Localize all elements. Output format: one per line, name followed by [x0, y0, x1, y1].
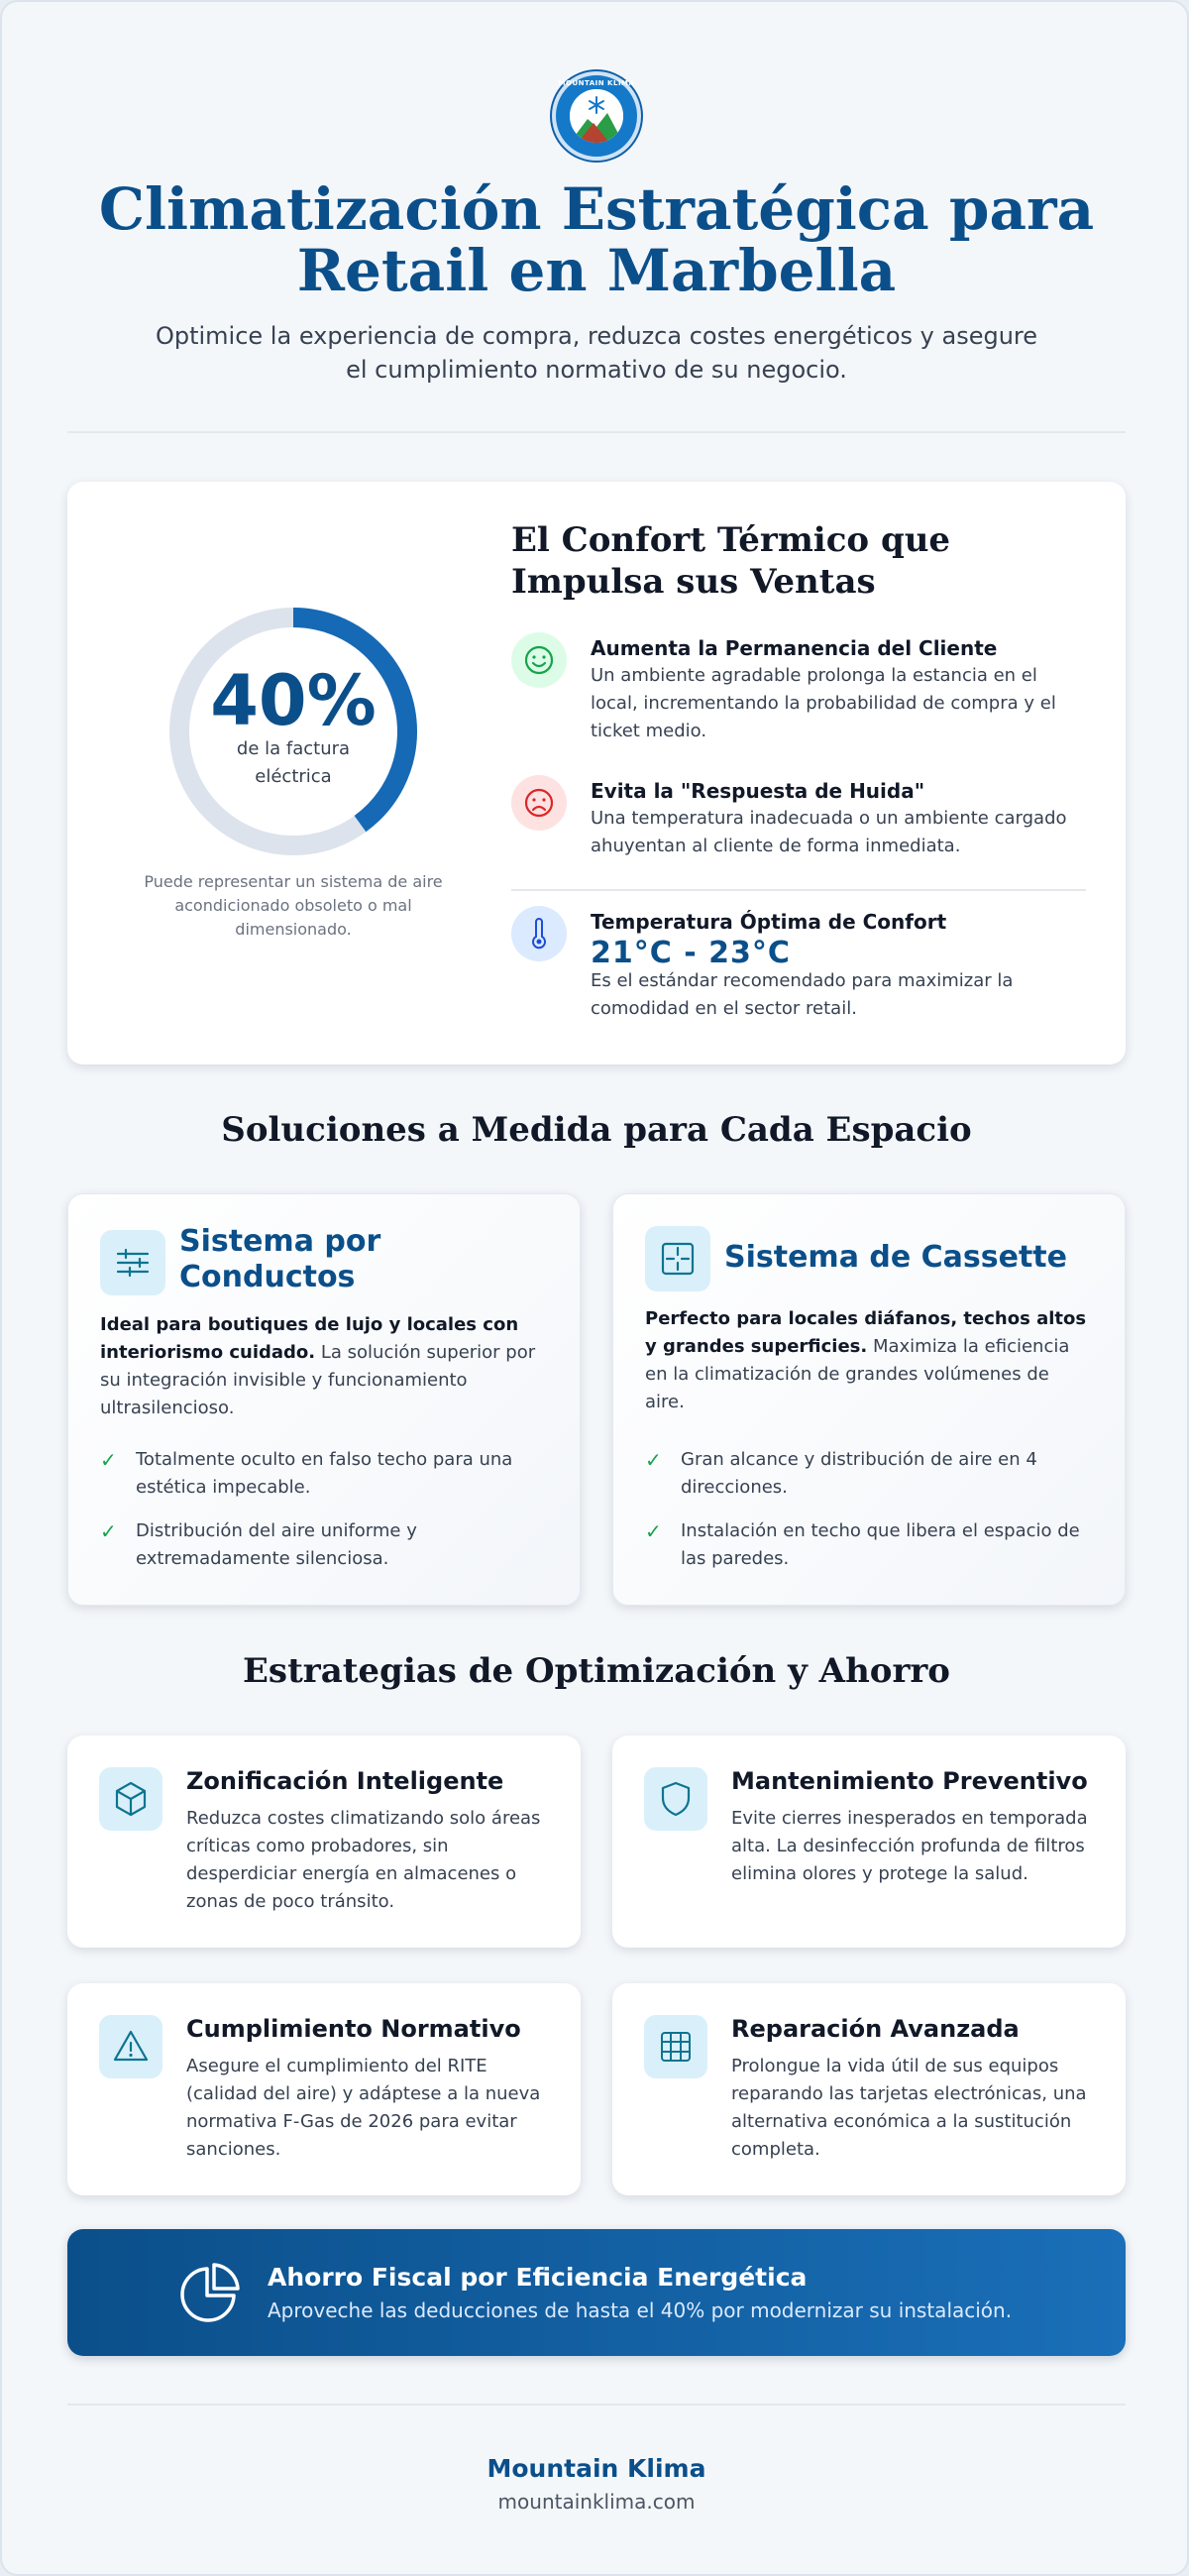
solution-highlight: Perfecto para locales diáfanos, techos altos — [645, 1308, 1087, 1329]
solution-desc-text: en la climatización de grandes volúmenes de — [645, 1364, 1049, 1385]
footer-url[interactable]: mountainklima.com — [497, 2490, 696, 2514]
divider — [67, 2404, 1126, 2406]
smile-icon — [511, 632, 567, 688]
page-title-line: Climatización Estratégica para — [98, 175, 1095, 243]
stat-note — [135, 870, 452, 942]
temperature-value: 21°C - 23°C — [591, 936, 791, 970]
strategy-card — [67, 1983, 581, 2195]
solution-card-cassette — [612, 1193, 1126, 1606]
warning-icon — [99, 2015, 162, 2078]
subtitle-line: Optimice la experiencia de compra, reduzca costes energéticos y asegure — [155, 322, 1038, 350]
strategy-description — [731, 2053, 1098, 2164]
point-text-line: ticket medio. — [591, 721, 707, 741]
strategy-description — [186, 1805, 553, 1916]
stat-note-line: Puede representar un sistema de aire — [144, 872, 443, 891]
feature-text — [681, 1446, 1107, 1502]
comfort-point — [511, 775, 1086, 864]
cube-icon — [99, 1767, 162, 1831]
logo-emblem — [570, 89, 623, 143]
strategy-desc-line: Reduzca costes climatizando solo áreas — [186, 1808, 541, 1829]
mountain-snowflake-icon — [570, 89, 623, 143]
comfort-point — [511, 906, 1086, 1025]
solution-title: Sistema de Cassette — [724, 1240, 1067, 1275]
feature-text — [136, 1446, 562, 1502]
point-heading: Evita la "Respuesta de Huida" — [591, 779, 925, 803]
feature-text-line: Distribución del aire uniforme y — [136, 1520, 417, 1541]
frown-icon — [511, 775, 567, 831]
ducts-icon — [100, 1230, 165, 1295]
solution-desc-text: su integración invisible y funcionamiento — [100, 1370, 468, 1391]
feature-check-item — [645, 1446, 1101, 1506]
logo-text: MOUNTAIN KLIMA — [558, 79, 635, 87]
solution-highlight: y grandes superficies. — [645, 1336, 868, 1357]
strategy-card — [67, 1736, 581, 1948]
feature-text-line: direcciones. — [681, 1477, 788, 1498]
solution-title-line: Sistema por — [179, 1224, 381, 1259]
strategy-desc-line: zonas de poco tránsito. — [186, 1891, 395, 1912]
strategy-card — [612, 1736, 1126, 1948]
strategy-desc-line: normativa F-Gas de 2026 para evitar — [186, 2111, 517, 2132]
strategy-title: Cumplimiento Normativo — [186, 2015, 521, 2043]
check-icon: ✓ — [645, 1448, 662, 1472]
solution-title — [179, 1224, 380, 1295]
strategies-title: Estrategias de Optimización y Ahorro — [243, 1651, 950, 1691]
stat-note-line: acondicionado obsoleto o mal — [174, 896, 412, 915]
check-icon: ✓ — [100, 1448, 117, 1472]
shield-icon — [644, 1767, 707, 1831]
strategy-desc-line: Asegure el cumplimiento del RITE — [186, 2056, 487, 2076]
strategy-desc-line: alta. La desinfección profunda de filtros — [731, 1836, 1085, 1856]
banner-text: Aproveche las deducciones de hasta el 40% por modernizar su instalación. — [268, 2298, 1013, 2322]
solutions-title: Soluciones a Medida para Cada Espacio — [221, 1110, 972, 1150]
tax-savings-banner — [67, 2229, 1126, 2356]
page-title-line: Retail en Marbella — [296, 237, 897, 304]
footer-brand: Mountain Klima — [486, 2454, 706, 2483]
feature-check-item — [100, 1446, 556, 1506]
page-subtitle — [141, 319, 1052, 387]
feature-text-line: las paredes. — [681, 1548, 790, 1569]
strategy-desc-line: alternativa económica a la sustitución — [731, 2111, 1072, 2132]
divider — [511, 889, 1086, 891]
solution-description — [645, 1305, 1091, 1416]
point-text-line: Una temperatura inadecuada o un ambiente cargado — [591, 808, 1067, 829]
point-text-line: Un ambiente agradable prolonga la estancia en el — [591, 665, 1037, 686]
stat-value: 40% — [210, 660, 377, 741]
point-text — [591, 967, 1086, 1023]
solution-desc-text: La solución superior por — [315, 1342, 536, 1363]
pie-chart-icon — [178, 2261, 242, 2324]
stat-caption-line: de la factura — [236, 738, 351, 759]
point-heading: Temperatura Óptima de Confort — [591, 910, 947, 934]
point-text — [591, 805, 1086, 860]
comfort-title-line: Impulsa sus Ventas — [511, 562, 876, 602]
comfort-title-line: El Confort Térmico que — [511, 520, 951, 560]
comfort-point — [511, 632, 1086, 741]
strategy-desc-line: elimina olores y protege la salud. — [731, 1863, 1028, 1884]
solution-card-ducts — [67, 1193, 581, 1606]
banner-title: Ahorro Fiscal por Eficiencia Energética — [268, 2263, 808, 2292]
strategy-title: Mantenimiento Preventivo — [731, 1767, 1088, 1795]
solution-desc-text: ultrasilencioso. — [100, 1398, 235, 1418]
feature-text — [136, 1517, 562, 1573]
feature-check-item — [645, 1517, 1101, 1577]
strategy-desc-line: críticas como probadores, sin — [186, 1836, 449, 1856]
point-text-line: comodidad en el sector retail. — [591, 998, 857, 1019]
feature-text — [681, 1517, 1107, 1573]
page-title — [61, 175, 1132, 304]
point-text-line: local, incrementando la probabilidad de compra y el — [591, 693, 1056, 714]
strategy-card — [612, 1983, 1126, 2195]
strategy-desc-line: reparando las tarjetas electrónicas, una — [731, 2083, 1087, 2104]
solution-desc-text: aire. — [645, 1392, 685, 1412]
thermometer-icon — [511, 906, 567, 961]
feature-check-item — [100, 1517, 556, 1577]
feature-text-line: Totalmente oculto en falso techo para una — [136, 1449, 513, 1470]
point-text — [591, 662, 1086, 745]
point-heading: Aumenta la Permanencia del Cliente — [591, 636, 998, 660]
feature-text-line: Gran alcance y distribución de aire en 4 — [681, 1449, 1037, 1470]
solution-description — [100, 1311, 546, 1422]
strategy-desc-line: sanciones. — [186, 2139, 281, 2160]
subtitle-line: el cumplimiento normativo de su negocio. — [346, 356, 847, 384]
comfort-title — [511, 519, 1066, 603]
strategy-desc-line: desperdiciar energía en almacenes o — [186, 1863, 517, 1884]
chip-icon — [644, 2015, 707, 2078]
stat-caption — [166, 735, 420, 791]
cassette-icon — [645, 1226, 710, 1291]
solution-highlight: interiorismo cuidado. — [100, 1342, 316, 1363]
stat-caption-line: eléctrica — [255, 766, 332, 787]
strategy-title: Zonificación Inteligente — [186, 1767, 504, 1795]
strategy-desc-line: (calidad del aire) y adáptese a la nueva — [186, 2083, 541, 2104]
feature-text-line: Instalación en techo que libera el espacio de — [681, 1520, 1080, 1541]
strategy-description — [186, 2053, 553, 2164]
solution-title-line: Conductos — [179, 1260, 356, 1294]
brand-logo[interactable] — [552, 71, 641, 161]
strategy-desc-line: completa. — [731, 2139, 820, 2160]
point-text-line: ahuyentan al cliente de forma inmediata. — [591, 836, 961, 856]
check-icon: ✓ — [100, 1519, 117, 1543]
strategy-description — [731, 1805, 1098, 1888]
check-icon: ✓ — [645, 1519, 662, 1543]
strategy-desc-line: Evite cierres inesperados en temporada — [731, 1808, 1088, 1829]
strategy-title: Reparación Avanzada — [731, 2015, 1020, 2043]
stat-note-line: dimensionado. — [235, 920, 352, 939]
solution-highlight: Ideal para boutiques de lujo y locales con — [100, 1314, 519, 1335]
feature-text-line: extremadamente silenciosa. — [136, 1548, 389, 1569]
divider — [67, 431, 1126, 433]
feature-text-line: estética impecable. — [136, 1477, 311, 1498]
point-text-line: Es el estándar recomendado para maximizar la — [591, 970, 1014, 991]
solution-desc-text: Maximiza la eficiencia — [867, 1336, 1070, 1357]
strategy-desc-line: Prolongue la vida útil de sus equipos — [731, 2056, 1059, 2076]
